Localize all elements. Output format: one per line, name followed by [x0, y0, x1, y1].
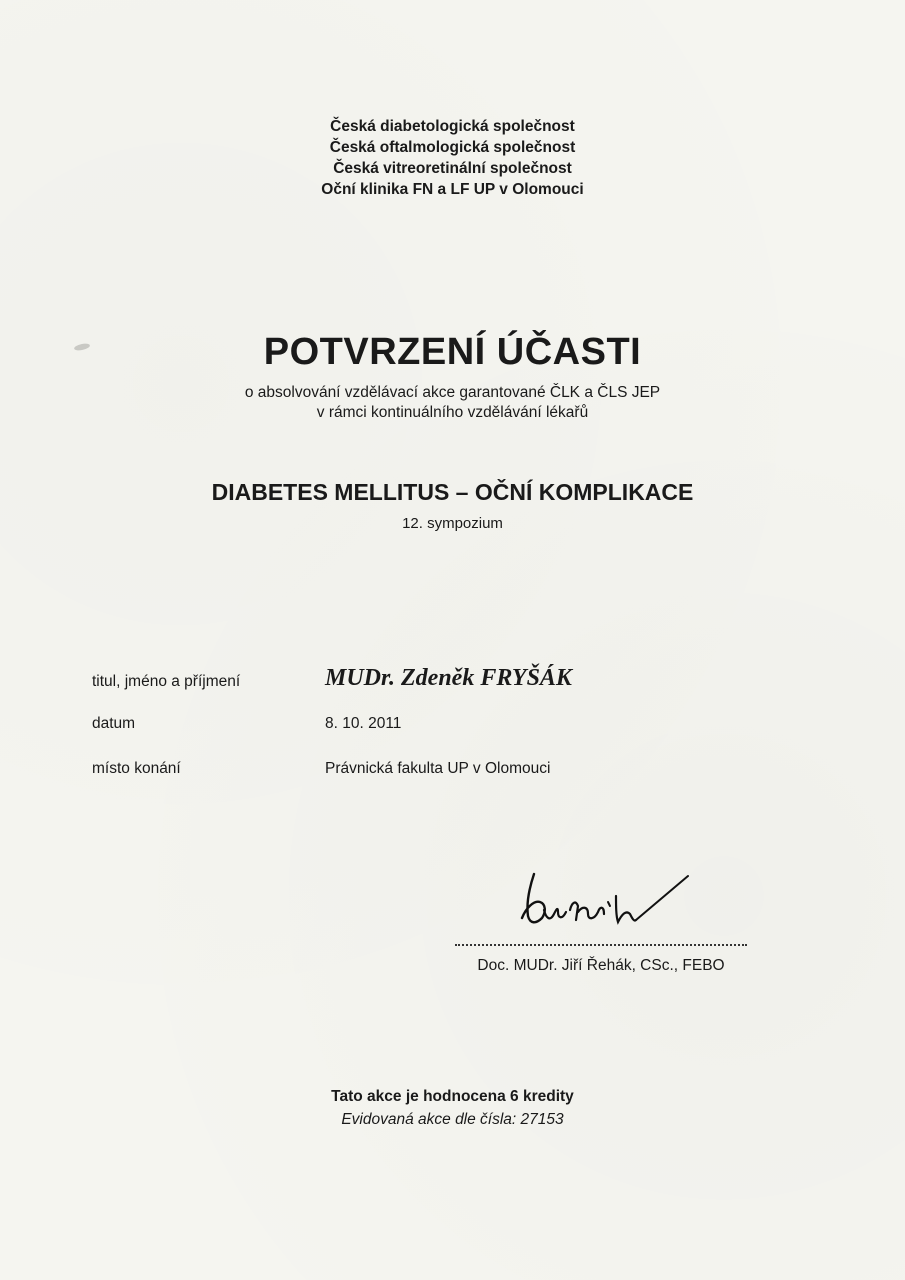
credits-statement: Tato akce je hodnocena 6 kredity — [331, 1088, 574, 1105]
event-title: DIABETES MELLITUS – OČNÍ KOMPLIKACE — [211, 479, 694, 505]
subtitle-line: v rámci kontinuálního vzdělávání lékařů — [316, 404, 589, 421]
name-value: MUDr. Zdeněk FRYŠÁK — [325, 665, 572, 691]
registration-number: Evidovaná akce dle čísla: 27153 — [341, 1111, 564, 1128]
place-label: místo konání — [92, 760, 181, 777]
organization-line: Oční klinika FN a LF UP v Olomouci — [321, 181, 584, 198]
organization-line: Česká oftalmologická společnost — [329, 139, 576, 156]
organizations-header — [0, 116, 905, 200]
event-edition: 12. sympozium — [402, 515, 503, 532]
certificate-title: POTVRZENÍ ÚČASTI — [263, 331, 642, 373]
organization-line: Česká vitreoretinální společnost — [333, 160, 572, 177]
date-label: datum — [92, 715, 136, 732]
subtitle-line: o absolvování vzdělávací akce garantované ČLK a ČLS JEP — [244, 384, 661, 401]
name-label: titul, jméno a příjmení — [92, 673, 241, 690]
date-value: 8. 10. 2011 — [325, 715, 402, 732]
organization-line: Česká diabetologická společnost — [330, 118, 575, 135]
signature-line — [455, 944, 747, 946]
signatory-name: Doc. MUDr. Jiří Řehák, CSc., FEBO — [477, 957, 725, 974]
handwritten-signature — [512, 866, 698, 936]
place-value: Právnická fakulta UP v Olomouci — [325, 760, 551, 777]
certificate-subtitle — [0, 383, 905, 423]
